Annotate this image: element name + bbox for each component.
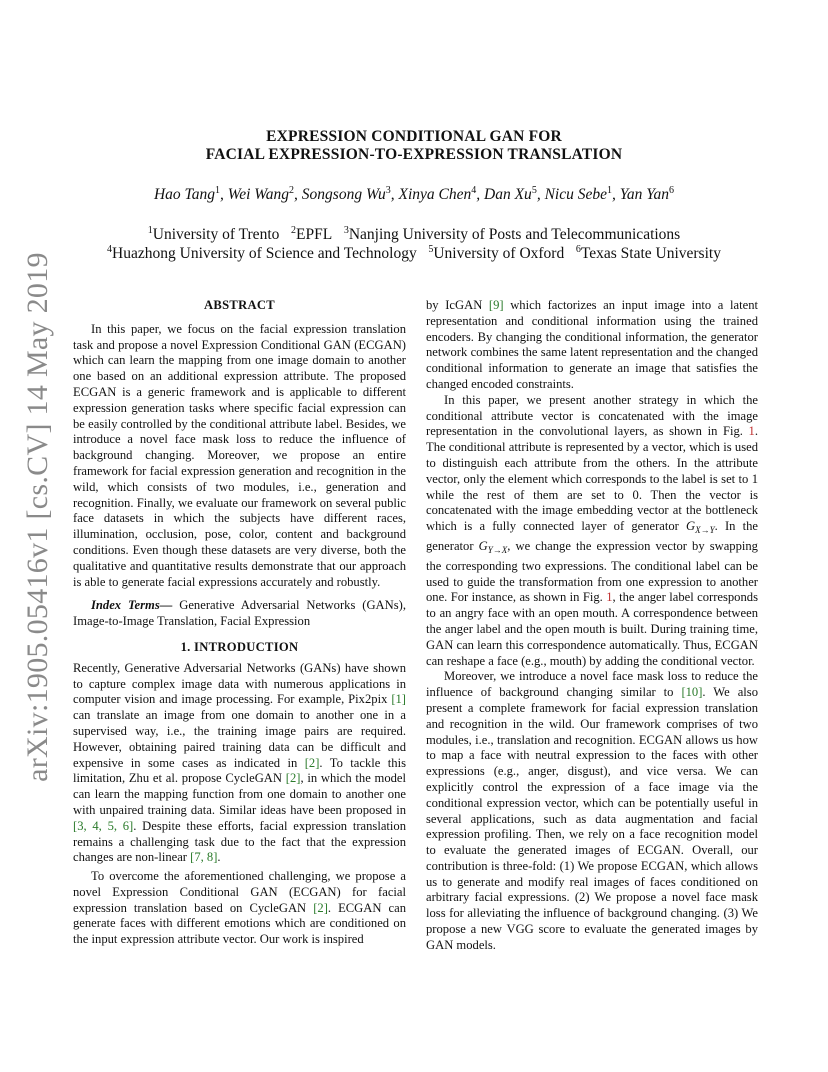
author-affiliation-mark: 3	[385, 185, 391, 196]
index-terms-label: Index Terms—	[91, 598, 173, 613]
intro-paragraph-2: To overcome the aforementioned challenging, we propose a novel Expression Conditional GAN (ECGAN) for facial expression translation based on CycleGAN [2]. ECGAN can generate faces with different emotions which are conditioned on the input expression attribute vector. Our work is inspired	[73, 869, 406, 947]
author-name: Dan Xu	[484, 186, 532, 203]
abstract-text: In this paper, we focus on the facial expression translation task and propose a novel Expression Conditional GAN (ECGAN) which can learn the mapping from one image domain to another one based on an additional expression attribute. The proposed ECGAN is a generic framework and is applicable to different expression generation tasks where specific facial expression can be easily controlled by the conditional attribute label. Besides, we introduce a novel face mask loss to reduce the influence of background changing. Moreover, we propose an entire framework for facial expression generation and recognition in the wild, which consists of two modules, i.e., generation and recognition. Finally, we evaluate our framework on several public face datasets in which the subjects have different races, illumination, occlusion, pose, color, content and background conditions. Even though these datasets are very diverse, both the qualitative and quantitative results demonstrate that our approach is able to generate facial expressions accurately and robustly.	[73, 321, 406, 589]
author-affiliation-mark: 2	[289, 185, 295, 196]
author-entry	[399, 186, 485, 203]
citation-link[interactable]: [3, 4, 5, 6]	[73, 818, 134, 833]
author-name: Nicu Sebe	[544, 186, 607, 203]
generator-symbol: G	[686, 519, 696, 534]
affiliation-huazhong: Huazhong University of Science and Technology	[112, 245, 417, 262]
figure-reference-link[interactable]: 1	[748, 424, 755, 439]
right-column	[426, 298, 758, 954]
arxiv-id-text: arXiv:1905.05416v1 [cs.CV] 14 May 2019	[21, 252, 54, 782]
affiliation-oxford: University of Oxford	[433, 245, 565, 262]
author-affiliation-mark: 6	[669, 185, 675, 196]
affiliation-nanjing: Nanjing University of Posts and Telecommunications	[348, 226, 681, 243]
author-entry	[302, 186, 399, 203]
author-separator: ,	[536, 186, 545, 203]
author-name: Xinya Chen	[398, 186, 472, 203]
author-affiliation-mark: 5	[531, 185, 537, 196]
left-column	[73, 298, 406, 948]
affiliation-trento: University of Trento	[152, 226, 280, 243]
author-separator: ,	[476, 186, 485, 203]
paper-title	[0, 128, 828, 164]
intro-paragraph-4: Moreover, we introduce a novel face mask loss to reduce the influence of background changing similar to [10]. We also present a complete framework for facial expression translation and recognition in the wild. Our framework comprises of two modules, i.e., translation and recognition. ECGAN allows us how to map a face with neutral expression to the faces with other expressions (e.g., anger, disgust), and vice versa. We can explicitly control the expression of a face image via the conditional expression vector, which can be potentially useful in several applications, such as data augmentation and facial expression profiling. Then, we rely on a face recognition model to evaluate the generated images of ECGAN. Overall, our contribution is three-fold: (1) We propose ECGAN, which allows us to generate and modify real images of faces conditioned on arbitrary facial expressions. (2) We propose a novel face mask loss for alleviating the influence of background changing. (3) We propose a new VGG score to evaluate the generated images by GAN models.	[426, 669, 758, 952]
citation-link[interactable]: [2]	[313, 900, 328, 915]
author-entry	[620, 186, 674, 203]
affiliation-block	[0, 225, 828, 263]
author-affiliation-mark: 4	[471, 185, 477, 196]
citation-link[interactable]: [2]	[304, 755, 320, 770]
affiliation-texas: Texas State University	[580, 245, 721, 262]
arxiv-identifier-stamp	[16, 252, 60, 782]
author-name: Songsong Wu	[301, 186, 386, 203]
index-terms-text: Generative Adversarial Networks (GANs), Image-to-Image Translation, Facial Expression	[73, 598, 406, 629]
figure-reference-link[interactable]: 1	[606, 590, 613, 605]
citation-link[interactable]: [9]	[488, 298, 504, 312]
index-terms	[73, 598, 406, 630]
author-name: Wei Wang	[227, 186, 290, 203]
author-affiliation-mark: 1	[606, 185, 612, 196]
citation-link[interactable]: [1]	[391, 692, 406, 707]
author-entry	[545, 186, 620, 203]
generator-symbol: G	[478, 538, 488, 553]
generator-subscript: X→Y	[695, 525, 715, 536]
author-name: Hao Tang	[153, 186, 215, 203]
author-entry	[228, 186, 302, 203]
citation-link[interactable]: [10]	[681, 685, 703, 700]
author-entry	[154, 186, 228, 203]
author-separator: ,	[294, 186, 302, 203]
author-separator: ,	[220, 186, 228, 203]
affiliation-line-2: $^4$Huazhong University of Science and Technology $^5$University of Oxford $^6$Texas State University	[107, 244, 721, 262]
citation-link[interactable]: [2]	[285, 771, 301, 786]
intro-paragraph-1: Recently, Generative Adversarial Networks (GANs) have shown to capture complex image data with numerous applications in computer vision and image processing. For example, Pix2pix [1] can translate an image from one domain to another one in a supervised way, i.e., the training image pairs are required. However, obtaining paired training data can be difficult and expensive in some cases as indicated in [2]. To tackle this limitation, Zhu et al. propose CycleGAN [2], in which the model can learn the mapping function from one domain to another one with unpaired training data. Similar ideas have been proposed in [3, 4, 5, 6]. Despite these efforts, facial expression translation remains a challenging task due to the fact that the expression changes are non-linear [7, 8].	[73, 660, 407, 865]
affiliation-epfl: EPFL	[296, 226, 333, 243]
title-line-2: FACIAL EXPRESSION-TO-EXPRESSION TRANSLATION	[205, 146, 623, 163]
abstract-heading: ABSTRACT	[204, 298, 275, 312]
author-affiliation-mark: 1	[215, 185, 220, 196]
author-separator: ,	[390, 186, 399, 203]
citation-link[interactable]: [7, 8]	[190, 850, 218, 865]
title-line-1: EXPRESSION CONDITIONAL GAN FOR	[266, 128, 562, 145]
author-list	[0, 186, 828, 204]
generator-subscript: Y→X	[487, 544, 508, 555]
author-separator: ,	[611, 186, 620, 203]
author-name: Yan Yan	[619, 186, 670, 203]
author-entry	[484, 186, 545, 203]
affiliation-line-1: $^1$University of Trento $^2$EPFL $^3$Nanjing University of Posts and Telecommunications	[147, 225, 681, 243]
intro-paragraph-3: In this paper, we present another strategy in which the conditional attribute vector is concatenated with the image representation in the convolutional layers, as shown in Fig. 1. The conditional attribute is represented by a vector, which is used to distinguish each attribute from the others. In the attribute vector, only the element which corresponds to the label is set to 1 while the rest of them are set to 0. Then the vector is concatenated with the image embedding vector at the bottleneck which is a fully connected layer of generator $G_{X\to Y}$. In the generator $G_{Y\to X}$, we change the expression vector by swapping the corresponding two expressions. The conditional label can be used to guide the transformation from one expression to another one. For instance, as shown in Fig. 1, the anger label corresponds to an angry face with an open mouth. A correspondence between the anger label and the open mouth is built. During training time, GAN can learn this correspondence automatically. Thus, ECGAN can reshape a face (e.g., mouth) by adding the conditional vector.	[426, 392, 758, 668]
intro-paragraph-2-continued: by IcGAN [9] which factorizes an input image into a latent representation and conditional information using the trained encoders. By changing the conditional information, the generator network combines the same latent representation and the changed conditional information to generate an image that satisfies the changed encoded constraints.	[426, 298, 758, 391]
introduction-heading: 1. INTRODUCTION	[180, 639, 299, 654]
